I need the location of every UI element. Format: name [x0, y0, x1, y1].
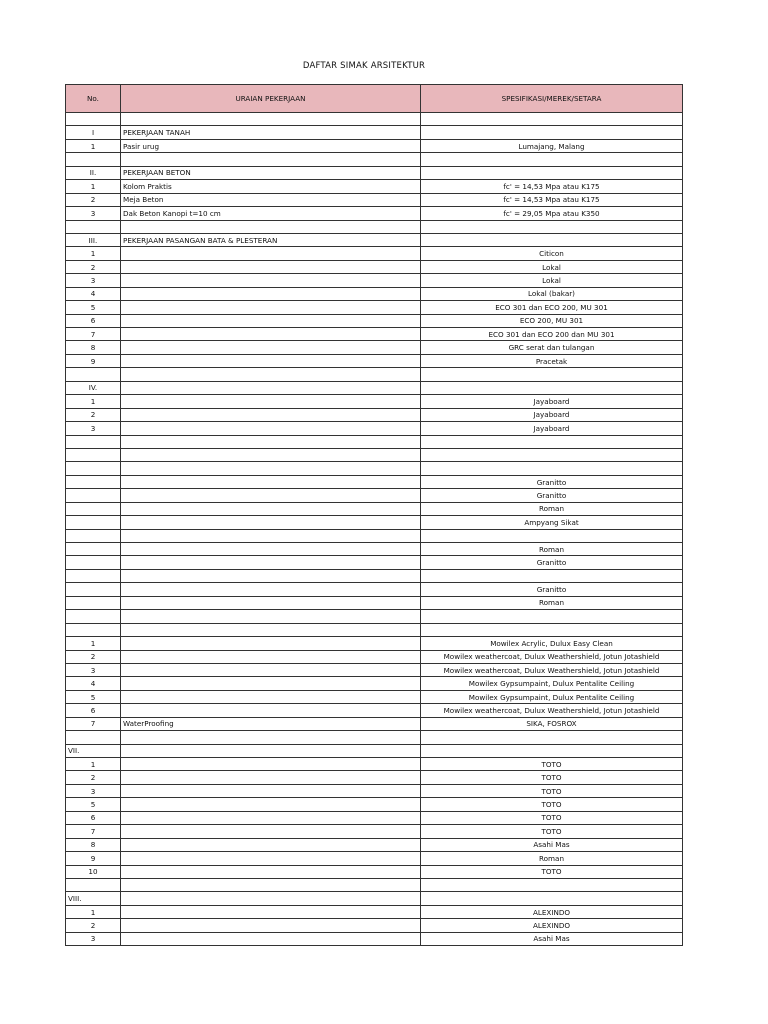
cell-no: 9 [66, 354, 121, 367]
cell-description: Kolom Praktis [121, 180, 421, 193]
cell-specification: Lumajang, Malang [421, 139, 683, 152]
header-specification: SPESIFIKASI/MEREK/SETARA [421, 85, 683, 113]
cell-specification [421, 462, 683, 475]
document-title: DAFTAR SIMAK ARSITEKTUR [302, 61, 426, 71]
table-row [66, 448, 683, 461]
cell-description [121, 596, 421, 609]
table-row [66, 690, 683, 703]
cell-description [121, 865, 421, 878]
cell-no: II. [66, 166, 121, 179]
cell-no: 3 [66, 422, 121, 435]
cell-no [66, 569, 121, 582]
cell-specification: ECO 200, MU 301 [421, 314, 683, 327]
cell-description [121, 381, 421, 394]
cell-specification: Mowilex Gypsumpaint, Dulux Pentalite Ceiling [421, 677, 683, 690]
cell-specification [421, 744, 683, 757]
cell-description [121, 556, 421, 569]
cell-specification: Mowilex weathercoat, Dulux Weathershield, Jotun Jotashield [421, 650, 683, 663]
cell-description: PEKERJAAN PASANGAN BATA & PLESTERAN [121, 233, 421, 246]
cell-description: PEKERJAAN TANAH [121, 126, 421, 139]
cell-specification: Jayaboard [421, 422, 683, 435]
table-row [66, 596, 683, 609]
table-row [66, 139, 683, 152]
cell-no: 5 [66, 301, 121, 314]
table-row [66, 516, 683, 529]
cell-specification: fc' = 29,05 Mpa atau K350 [421, 207, 683, 220]
cell-no: 5 [66, 690, 121, 703]
cell-no: 2 [66, 771, 121, 784]
cell-description [121, 637, 421, 650]
cell-specification: TOTO [421, 811, 683, 824]
cell-specification [421, 569, 683, 582]
cell-description [121, 354, 421, 367]
cell-specification [421, 731, 683, 744]
cell-no: 8 [66, 341, 121, 354]
cell-description [121, 408, 421, 421]
table-row [66, 905, 683, 918]
cell-description [121, 220, 421, 233]
cell-specification: Granitto [421, 556, 683, 569]
cell-description [121, 758, 421, 771]
cell-no: 1 [66, 139, 121, 152]
table-body [66, 113, 683, 946]
table-row [66, 878, 683, 891]
cell-no: 1 [66, 637, 121, 650]
cell-no [66, 583, 121, 596]
cell-specification: SIKA, FOSROX [421, 717, 683, 730]
cell-no: 4 [66, 287, 121, 300]
cell-no: 6 [66, 811, 121, 824]
table-row [66, 784, 683, 797]
cell-description [121, 878, 421, 891]
cell-description: Pasir urug [121, 139, 421, 152]
table-row [66, 368, 683, 381]
cell-description [121, 529, 421, 542]
cell-specification: Pracetak [421, 354, 683, 367]
cell-specification: Jayaboard [421, 395, 683, 408]
cell-no: 1 [66, 905, 121, 918]
cell-no [66, 610, 121, 623]
cell-specification [421, 878, 683, 891]
cell-no: 2 [66, 193, 121, 206]
cell-no: 6 [66, 704, 121, 717]
table-row [66, 758, 683, 771]
cell-specification [421, 623, 683, 636]
cell-specification: Mowilex weathercoat, Dulux Weathershield, Jotun Jotashield [421, 663, 683, 676]
cell-no: 6 [66, 314, 121, 327]
cell-description [121, 516, 421, 529]
cell-no: 2 [66, 919, 121, 932]
cell-description [121, 462, 421, 475]
cell-no [66, 489, 121, 502]
table-row [66, 314, 683, 327]
cell-specification: Citicon [421, 247, 683, 260]
table-row [66, 731, 683, 744]
cell-description [121, 623, 421, 636]
header-description: URAIAN PEKERJAAN [121, 85, 421, 113]
cell-description [121, 153, 421, 166]
cell-description [121, 502, 421, 515]
cell-specification [421, 892, 683, 905]
table-row [66, 852, 683, 865]
cell-no: 4 [66, 677, 121, 690]
table-row [66, 932, 683, 945]
cell-specification: TOTO [421, 784, 683, 797]
cell-no [66, 435, 121, 448]
cell-description: Dak Beton Kanopi t=10 cm [121, 207, 421, 220]
table-row [66, 328, 683, 341]
cell-description [121, 932, 421, 945]
cell-description [121, 690, 421, 703]
table-header-row [66, 85, 683, 113]
table-row [66, 381, 683, 394]
table-row [66, 650, 683, 663]
table-row [66, 207, 683, 220]
specification-table [65, 84, 683, 946]
cell-specification: ECO 301 dan ECO 200 dan MU 301 [421, 328, 683, 341]
cell-no [66, 529, 121, 542]
cell-no [66, 448, 121, 461]
cell-specification [421, 166, 683, 179]
cell-description [121, 811, 421, 824]
table-row [66, 408, 683, 421]
header-no: No. [66, 85, 121, 113]
table-row [66, 354, 683, 367]
cell-no: 3 [66, 207, 121, 220]
table-row [66, 744, 683, 757]
table-row [66, 919, 683, 932]
cell-specification [421, 448, 683, 461]
cell-no: 2 [66, 408, 121, 421]
cell-specification: Ampyang Sikat [421, 516, 683, 529]
cell-no: 1 [66, 180, 121, 193]
table-row [66, 301, 683, 314]
cell-description [121, 113, 421, 126]
cell-specification [421, 233, 683, 246]
cell-description [121, 798, 421, 811]
cell-description [121, 704, 421, 717]
cell-no: 3 [66, 784, 121, 797]
cell-no: 7 [66, 825, 121, 838]
cell-specification: Roman [421, 543, 683, 556]
cell-specification [421, 435, 683, 448]
cell-specification: Asahi Mas [421, 932, 683, 945]
table-row [66, 717, 683, 730]
table-row [66, 220, 683, 233]
cell-description [121, 583, 421, 596]
cell-description [121, 569, 421, 582]
cell-description [121, 395, 421, 408]
cell-specification [421, 381, 683, 394]
table-row [66, 435, 683, 448]
cell-description [121, 341, 421, 354]
cell-description [121, 919, 421, 932]
table-row [66, 462, 683, 475]
cell-no: VIII. [66, 892, 121, 905]
cell-description [121, 301, 421, 314]
cell-no: VII. [66, 744, 121, 757]
cell-no [66, 623, 121, 636]
cell-specification [421, 529, 683, 542]
table-row [66, 529, 683, 542]
table-row [66, 180, 683, 193]
cell-no: 5 [66, 798, 121, 811]
table-row [66, 422, 683, 435]
cell-no [66, 113, 121, 126]
cell-description [121, 650, 421, 663]
cell-no: 9 [66, 852, 121, 865]
cell-no: 3 [66, 274, 121, 287]
cell-description [121, 731, 421, 744]
cell-specification: Mowilex Gypsumpaint, Dulux Pentalite Ceiling [421, 690, 683, 703]
cell-no [66, 731, 121, 744]
cell-specification: Roman [421, 596, 683, 609]
table-row [66, 865, 683, 878]
cell-description [121, 852, 421, 865]
table-row [66, 489, 683, 502]
table-row [66, 166, 683, 179]
table-row [66, 260, 683, 273]
table-row [66, 341, 683, 354]
cell-description [121, 247, 421, 260]
cell-specification: Roman [421, 852, 683, 865]
cell-specification: TOTO [421, 798, 683, 811]
cell-no [66, 153, 121, 166]
cell-description: Meja Beton [121, 193, 421, 206]
cell-specification: Lokal [421, 274, 683, 287]
cell-no [66, 502, 121, 515]
table-row [66, 892, 683, 905]
cell-description [121, 435, 421, 448]
cell-specification: ALEXINDO [421, 919, 683, 932]
table-row [66, 395, 683, 408]
cell-description [121, 287, 421, 300]
table-row [66, 704, 683, 717]
cell-no: 10 [66, 865, 121, 878]
cell-specification: fc' = 14,53 Mpa atau K175 [421, 193, 683, 206]
table-row [66, 153, 683, 166]
table-row [66, 771, 683, 784]
cell-description [121, 677, 421, 690]
table-row [66, 838, 683, 851]
cell-specification [421, 153, 683, 166]
cell-no [66, 516, 121, 529]
cell-specification: TOTO [421, 825, 683, 838]
cell-no: IV. [66, 381, 121, 394]
cell-description [121, 905, 421, 918]
cell-no: 7 [66, 328, 121, 341]
cell-specification: Mowilex weathercoat, Dulux Weathershield, Jotun Jotashield [421, 704, 683, 717]
cell-no: I [66, 126, 121, 139]
cell-specification [421, 113, 683, 126]
cell-no: 1 [66, 758, 121, 771]
cell-description [121, 314, 421, 327]
cell-specification: ECO 301 dan ECO 200, MU 301 [421, 301, 683, 314]
table-row [66, 233, 683, 246]
cell-specification: TOTO [421, 758, 683, 771]
cell-no: 1 [66, 395, 121, 408]
cell-description [121, 825, 421, 838]
table-row [66, 569, 683, 582]
cell-no: 1 [66, 247, 121, 260]
cell-no [66, 543, 121, 556]
cell-description [121, 771, 421, 784]
table-row [66, 798, 683, 811]
cell-specification: Asahi Mas [421, 838, 683, 851]
cell-no [66, 878, 121, 891]
cell-description [121, 489, 421, 502]
cell-no [66, 556, 121, 569]
table-row [66, 825, 683, 838]
cell-specification: Mowilex Acrylic, Dulux Easy Clean [421, 637, 683, 650]
cell-description [121, 274, 421, 287]
cell-no [66, 462, 121, 475]
table-row [66, 502, 683, 515]
table-row [66, 543, 683, 556]
cell-specification: TOTO [421, 771, 683, 784]
table-row [66, 193, 683, 206]
table-row [66, 113, 683, 126]
cell-specification: Granitto [421, 475, 683, 488]
cell-specification: Granitto [421, 583, 683, 596]
cell-description [121, 610, 421, 623]
table-row [66, 610, 683, 623]
cell-no: III. [66, 233, 121, 246]
cell-no [66, 220, 121, 233]
table-row [66, 811, 683, 824]
cell-specification: Lokal [421, 260, 683, 273]
cell-specification [421, 220, 683, 233]
cell-description: WaterProofing [121, 717, 421, 730]
cell-description [121, 543, 421, 556]
cell-description [121, 892, 421, 905]
cell-specification: fc' = 14,53 Mpa atau K175 [421, 180, 683, 193]
cell-no: 8 [66, 838, 121, 851]
cell-no [66, 596, 121, 609]
table-row [66, 637, 683, 650]
table-row [66, 287, 683, 300]
cell-description [121, 368, 421, 381]
table-row [66, 663, 683, 676]
cell-specification [421, 610, 683, 623]
cell-specification: Granitto [421, 489, 683, 502]
table-row [66, 274, 683, 287]
cell-no: 2 [66, 650, 121, 663]
cell-specification [421, 368, 683, 381]
cell-description [121, 448, 421, 461]
cell-description [121, 260, 421, 273]
cell-description [121, 328, 421, 341]
cell-no: 3 [66, 663, 121, 676]
cell-specification: TOTO [421, 865, 683, 878]
table-row [66, 556, 683, 569]
table-row [66, 623, 683, 636]
cell-no [66, 368, 121, 381]
table-row [66, 126, 683, 139]
cell-description [121, 475, 421, 488]
cell-specification [421, 126, 683, 139]
table-row [66, 677, 683, 690]
cell-description [121, 838, 421, 851]
cell-description [121, 663, 421, 676]
cell-no: 2 [66, 260, 121, 273]
table-row [66, 247, 683, 260]
table-row [66, 475, 683, 488]
cell-no: 3 [66, 932, 121, 945]
cell-no: 7 [66, 717, 121, 730]
cell-description [121, 744, 421, 757]
cell-no [66, 475, 121, 488]
cell-description [121, 784, 421, 797]
cell-specification: Lokal (bakar) [421, 287, 683, 300]
cell-description: PEKERJAAN BETON [121, 166, 421, 179]
cell-specification: GRC serat dan tulangan [421, 341, 683, 354]
cell-description [121, 422, 421, 435]
table-row [66, 583, 683, 596]
cell-specification: Roman [421, 502, 683, 515]
cell-specification: Jayaboard [421, 408, 683, 421]
cell-specification: ALEXINDO [421, 905, 683, 918]
